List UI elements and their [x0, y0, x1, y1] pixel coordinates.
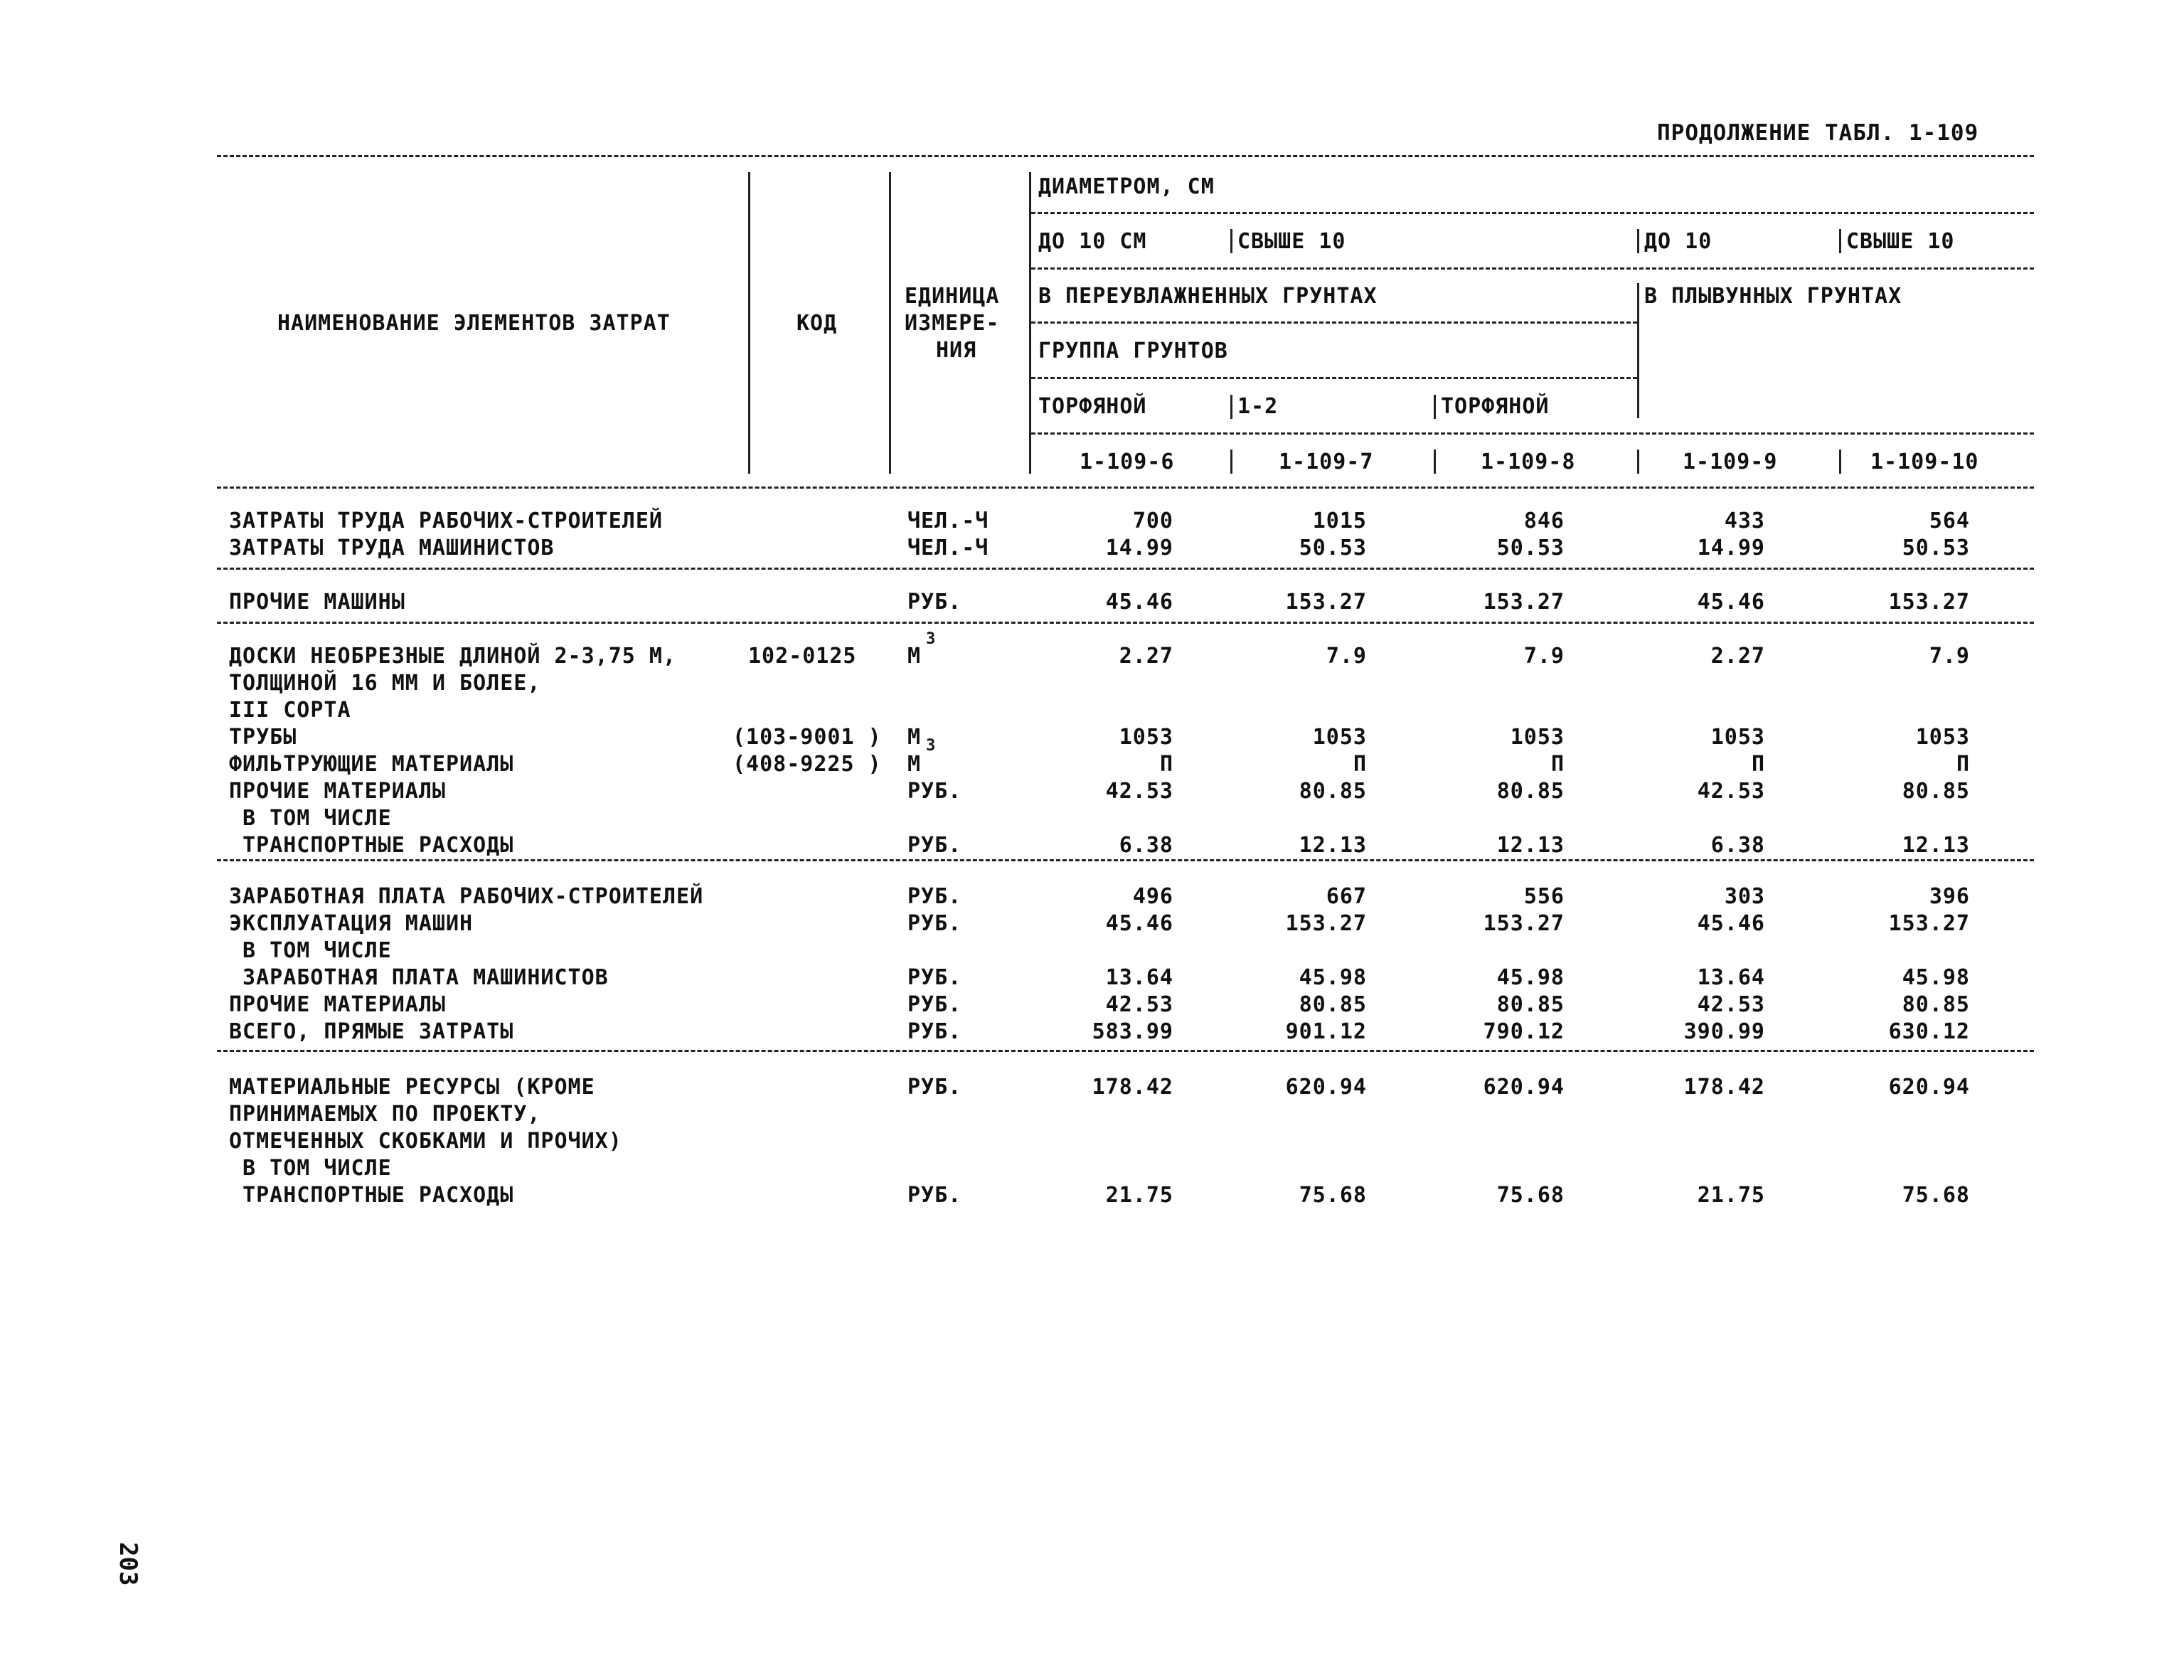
header-soil-group: ГРУППА ГРУНТОВ: [1038, 339, 1228, 363]
row-value-4: 45.46: [1697, 590, 1765, 615]
row-value-5: 45.98: [1902, 965, 1970, 990]
row-value-5: 153.27: [1888, 590, 1970, 615]
unit-superscript-2: 3: [926, 737, 936, 755]
code-col-5: 1-109-10: [1870, 450, 1979, 474]
row-value-1: 583.99: [1092, 1019, 1173, 1044]
header-diameter: ДИАМЕТРОМ, СМ: [1038, 174, 1215, 199]
row-value-5: 7.9: [1929, 644, 1970, 669]
row-value-3: П: [1550, 752, 1565, 777]
row-value-1: П: [1159, 752, 1173, 777]
row-unit: РУБ.: [907, 884, 962, 909]
rule-header-1: [1031, 212, 2034, 214]
row-name: В ТОМ ЧИСЛЕ: [229, 938, 392, 963]
row-name: В ТОМ ЧИСЛЕ: [229, 1156, 392, 1181]
row-value-5: 50.53: [1902, 536, 1970, 560]
header-soil-wet: В ПЕРЕУВЛАЖНЕННЫХ ГРУНТАХ: [1038, 284, 1378, 309]
row-value-2: 620.94: [1285, 1075, 1367, 1100]
row-value-1: 2.27: [1119, 644, 1173, 669]
vbar-d4: [1839, 229, 1841, 253]
row-unit: РУБ.: [907, 833, 962, 858]
row-value-1: 496: [1132, 884, 1173, 909]
row-value-4: 21.75: [1697, 1183, 1765, 1208]
row-unit: РУБ.: [907, 911, 962, 936]
vbar-code-5: [1839, 450, 1841, 474]
header-unit-line-2: ИЗМЕРЕ-: [905, 311, 1000, 336]
row-value-2: 75.68: [1299, 1183, 1367, 1208]
row-code: 102-0125: [748, 644, 857, 669]
row-name: III СОРТА: [229, 698, 351, 723]
row-unit: РУБ.: [907, 1075, 962, 1100]
row-value-1: 42.53: [1105, 779, 1173, 804]
row-value-3: 75.68: [1496, 1183, 1565, 1208]
row-value-4: 45.46: [1697, 911, 1765, 936]
row-name: ТРАНСПОРТНЫЕ РАСХОДЫ: [229, 833, 514, 858]
rule-section-4: [217, 1050, 2034, 1052]
row-name: ТРУБЫ: [229, 725, 297, 750]
row-name: ОТМЕЧЕННЫХ СКОБКАМИ И ПРОЧИХ): [229, 1129, 622, 1154]
header-unit-line-3: НИЯ: [936, 338, 977, 363]
row-unit: М: [907, 725, 922, 750]
row-name: ТРАНСПОРТНЫЕ РАСХОДЫ: [229, 1183, 514, 1208]
row-value-2: 12.13: [1299, 833, 1367, 858]
row-name: ДОСКИ НЕОБРЕЗНЫЕ ДЛИНОЙ 2-3,75 М,: [229, 644, 677, 669]
rule-header-3: [1031, 321, 1637, 324]
row-value-5: П: [1956, 752, 1970, 777]
vbar-d3: [1637, 229, 1639, 253]
vbar-name-code: [748, 172, 750, 474]
row-value-2: 153.27: [1285, 911, 1367, 936]
row-value-2: 1053: [1312, 725, 1367, 750]
vbar-code-4: [1637, 450, 1639, 474]
code-col-3: 1-109-8: [1481, 450, 1576, 474]
row-name: ЗАРАБОТНАЯ ПЛАТА РАБОЧИХ-СТРОИТЕЛЕЙ: [229, 884, 704, 909]
header-code-column: КОД: [797, 311, 838, 336]
row-value-3: 80.85: [1496, 779, 1565, 804]
row-value-5: 80.85: [1902, 992, 1970, 1017]
header-g2: 1-2: [1237, 394, 1279, 419]
table-title: ПРОДОЛЖЕНИЕ ТАБЛ. 1-109: [1657, 120, 1979, 146]
row-value-5: 75.68: [1902, 1183, 1970, 1208]
row-value-1: 13.64: [1105, 965, 1173, 990]
row-unit: РУБ.: [907, 992, 962, 1017]
row-value-1: 1053: [1119, 725, 1173, 750]
row-value-4: 42.53: [1697, 992, 1765, 1017]
row-value-2: 80.85: [1299, 779, 1367, 804]
row-name: ВСЕГО, ПРЯМЫЕ ЗАТРАТЫ: [229, 1019, 514, 1044]
vbar-g3: [1434, 395, 1436, 419]
row-value-1: 178.42: [1092, 1075, 1173, 1100]
row-value-4: 1053: [1710, 725, 1765, 750]
row-unit: ЧЕЛ.-Ч: [907, 536, 989, 560]
row-value-5: 12.13: [1902, 833, 1970, 858]
row-unit: РУБ.: [907, 590, 962, 615]
row-value-4: 42.53: [1697, 779, 1765, 804]
header-d2: СВЫШЕ 10: [1237, 229, 1346, 254]
page-number: 203: [114, 1542, 142, 1586]
row-name: ТОЛЩИНОЙ 16 ММ И БОЛЕЕ,: [229, 671, 541, 696]
header-g3: ТОРФЯНОЙ: [1441, 394, 1550, 419]
row-unit: ЧЕЛ.-Ч: [907, 509, 989, 533]
row-name: ФИЛЬТРУЮЩИЕ МАТЕРИАЛЫ: [229, 752, 514, 777]
row-value-4: 2.27: [1710, 644, 1765, 669]
row-unit: РУБ.: [907, 1019, 962, 1044]
row-name: ЭКСПЛУАТАЦИЯ МАШИН: [229, 911, 474, 936]
row-value-5: 80.85: [1902, 779, 1970, 804]
row-value-3: 790.12: [1483, 1019, 1565, 1044]
row-value-5: 564: [1929, 509, 1970, 533]
row-name: ЗАТРАТЫ ТРУДА РАБОЧИХ-СТРОИТЕЛЕЙ: [229, 509, 663, 533]
row-value-2: 80.85: [1299, 992, 1367, 1017]
code-col-4: 1-109-9: [1683, 450, 1778, 474]
row-value-1: 700: [1132, 509, 1173, 533]
row-value-4: 390.99: [1683, 1019, 1765, 1044]
rule-section-3: [217, 859, 2034, 861]
rule-section-2: [217, 622, 2034, 624]
row-value-5: 620.94: [1888, 1075, 1970, 1100]
header-g1: ТОРФЯНОЙ: [1038, 394, 1147, 419]
row-value-5: 1053: [1915, 725, 1970, 750]
row-value-2: 50.53: [1299, 536, 1367, 560]
rule-header-5: [1031, 432, 2034, 435]
rule-header-bottom: [217, 487, 2034, 489]
rule-top: [217, 155, 2034, 157]
row-value-3: 153.27: [1483, 911, 1565, 936]
header-soil-float: В ПЛЫВУННЫХ ГРУНТАХ: [1644, 284, 1902, 309]
row-value-3: 7.9: [1523, 644, 1565, 669]
row-value-3: 45.98: [1496, 965, 1565, 990]
row-name: ЗАРАБОТНАЯ ПЛАТА МАШИНИСТОВ: [229, 965, 609, 990]
row-value-4: 6.38: [1710, 833, 1765, 858]
row-name: ПРИНИМАЕМЫХ ПО ПРОЕКТУ,: [229, 1102, 541, 1127]
row-value-3: 80.85: [1496, 992, 1565, 1017]
row-name: ПРОЧИЕ МАТЕРИАЛЫ: [229, 992, 446, 1017]
row-code: (408-9225 ): [733, 752, 882, 777]
row-value-2: 45.98: [1299, 965, 1367, 990]
vbar-code-unit: [889, 172, 891, 474]
unit-superscript-1: 3: [926, 630, 936, 648]
row-value-4: 178.42: [1683, 1075, 1765, 1100]
vbar-code-2: [1230, 450, 1232, 474]
row-value-5: 630.12: [1888, 1019, 1970, 1044]
code-col-2: 1-109-7: [1279, 450, 1374, 474]
row-value-1: 6.38: [1119, 833, 1173, 858]
row-value-4: П: [1751, 752, 1765, 777]
row-value-2: 667: [1326, 884, 1367, 909]
row-value-2: 1015: [1312, 509, 1367, 533]
row-value-3: 556: [1523, 884, 1565, 909]
row-value-3: 153.27: [1483, 590, 1565, 615]
row-value-4: 303: [1724, 884, 1765, 909]
row-value-4: 433: [1724, 509, 1765, 533]
vbar-d2: [1230, 229, 1232, 253]
vbar-soil-float: [1637, 283, 1639, 418]
row-unit: РУБ.: [907, 779, 962, 804]
row-unit: РУБ.: [907, 1183, 962, 1208]
row-code: (103-9001 ): [733, 725, 882, 750]
header-name-column: НАИМЕНОВАНИЕ ЭЛЕМЕНТОВ ЗАТРАТ: [277, 311, 671, 336]
row-value-3: 1053: [1510, 725, 1565, 750]
row-value-2: 7.9: [1326, 644, 1367, 669]
row-value-5: 153.27: [1888, 911, 1970, 936]
row-value-1: 45.46: [1105, 911, 1173, 936]
row-value-3: 846: [1523, 509, 1565, 533]
row-value-3: 50.53: [1496, 536, 1565, 560]
header-unit-line-1: ЕДИНИЦА: [905, 284, 1000, 309]
row-value-2: 901.12: [1285, 1019, 1367, 1044]
row-value-4: 14.99: [1697, 536, 1765, 560]
row-value-1: 45.46: [1105, 590, 1173, 615]
row-name: ЗАТРАТЫ ТРУДА МАШИНИСТОВ: [229, 536, 555, 560]
rule-section-1: [217, 568, 2034, 570]
row-value-4: 13.64: [1697, 965, 1765, 990]
code-col-1: 1-109-6: [1080, 450, 1175, 474]
row-unit: М: [907, 644, 922, 669]
row-name: МАТЕРИАЛЬНЫЕ РЕСУРСЫ (КРОМЕ: [229, 1075, 595, 1100]
vbar-code-3: [1434, 450, 1436, 474]
row-value-2: П: [1353, 752, 1367, 777]
row-value-3: 620.94: [1483, 1075, 1565, 1100]
header-d4: СВЫШЕ 10: [1846, 229, 1955, 254]
row-name: В ТОМ ЧИСЛЕ: [229, 806, 392, 831]
vbar-g2: [1230, 395, 1232, 419]
row-value-1: 42.53: [1105, 992, 1173, 1017]
row-value-1: 21.75: [1105, 1183, 1173, 1208]
row-value-3: 12.13: [1496, 833, 1565, 858]
rule-header-2: [1031, 267, 2034, 270]
header-d1: ДО 10 СМ: [1038, 229, 1147, 254]
row-unit: М: [907, 752, 922, 777]
row-name: ПРОЧИЕ МАШИНЫ: [229, 590, 405, 615]
row-name: ПРОЧИЕ МАТЕРИАЛЫ: [229, 779, 446, 804]
header-d3: ДО 10: [1644, 229, 1712, 254]
row-value-1: 14.99: [1105, 536, 1173, 560]
rule-header-4: [1031, 377, 1637, 379]
row-unit: РУБ.: [907, 965, 962, 990]
row-value-2: 153.27: [1285, 590, 1367, 615]
row-value-5: 396: [1929, 884, 1970, 909]
